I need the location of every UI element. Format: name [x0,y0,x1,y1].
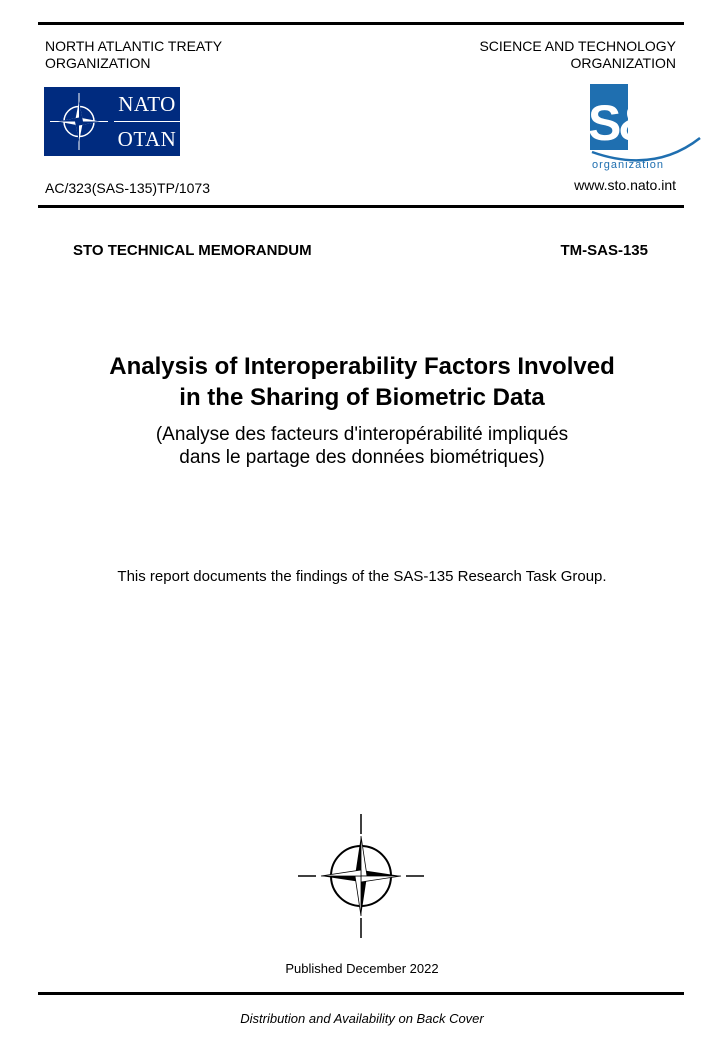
sto-org-name: SCIENCE AND TECHNOLOGY ORGANIZATION [479,38,676,71]
document-title: Analysis of Interoperability Factors Involved in the Sharing of Biometric Data [109,353,615,411]
sto-logo-caption: organization [592,159,664,171]
document-reference: AC/323(SAS-135)TP/1073 [45,180,210,196]
nato-compass-icon [296,812,426,940]
otan-word: OTAN [117,127,177,151]
nato-compass-icon [44,87,114,156]
distribution-note: Distribution and Availability on Back Cover [240,1011,484,1026]
sto-logo [584,82,704,172]
header-rule [38,205,684,208]
nato-logo [44,87,180,156]
footer-rule [38,992,684,995]
memo-code: TM-SAS-135 [560,242,648,259]
top-rule [38,22,684,25]
report-statement: This report documents the findings of the SAS-135 Research Task Group. [117,568,607,585]
sto-logo-mark: S&T [588,95,679,151]
nato-org-name: NORTH ATLANTIC TREATY ORGANIZATION [45,38,223,71]
publication-date: Published December 2022 [285,961,439,976]
website-link[interactable]: www.sto.nato.int [574,177,676,193]
nato-word: NATO [118,92,176,116]
document-title-french: (Analyse des facteurs d'interopérabilité impliqués dans le partage des données biométriques) [155,424,569,468]
memo-label: STO TECHNICAL MEMORANDUM [73,242,312,259]
